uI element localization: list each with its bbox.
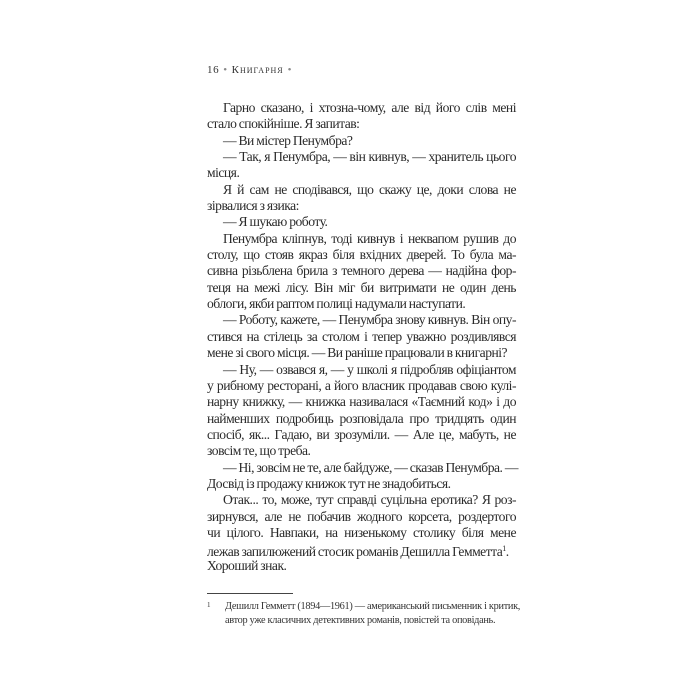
text-line: [207, 443, 516, 459]
text-line: [207, 476, 516, 492]
text-line: [207, 149, 516, 165]
running-head: [207, 64, 296, 76]
line-text: — Ви містер Пенумбра?: [223, 132, 353, 148]
line-text: Досвід із продажу книжок тут не знадобиться.: [207, 475, 451, 491]
text-line: [207, 378, 516, 394]
text-line: [207, 231, 516, 247]
paragraph: [207, 182, 516, 215]
line-text: лежав запилюжений стосик романів Дешилла Гемметта: [207, 544, 503, 560]
paragraph: [207, 214, 516, 230]
paragraph: [207, 492, 516, 574]
line-text: мене зі свого місця. — Ви раніше працювали в книгарні?: [207, 345, 508, 361]
page-number: 16: [207, 64, 220, 76]
text-line: [207, 525, 516, 541]
line-text: — Ні, зовсім не те, але байдуже, — сказав Пенумбра. —: [223, 459, 518, 475]
text-line: [207, 247, 516, 263]
line-text: — Так, я Пенумбра, — він кивнув, — хранитель цього: [223, 149, 516, 165]
text-line: [207, 329, 516, 345]
footnotes: [207, 600, 521, 628]
footnote-reference[interactable]: 1: [502, 544, 506, 554]
line-text: спосіб, як... Гадаю, ви зрозуміли. — Але це, мабуть, не: [207, 426, 516, 442]
text-line: [207, 198, 516, 214]
text-line: [207, 116, 516, 132]
line-text: місця.: [207, 165, 240, 181]
text-line: [207, 345, 516, 361]
line-text: Гарно сказано, і хтозна-чому, але від його слів мені: [223, 100, 516, 115]
footnote-line: автор уже класичних детективних романів, повістей та оповідань.: [225, 615, 496, 626]
paragraph: [207, 100, 516, 133]
text-line: [207, 133, 516, 149]
footnote-line: Дешилл Гемметт (1894—1961) — американський письменник і критик,: [225, 601, 521, 612]
separator-dot: •: [223, 64, 228, 76]
line-text: сивна різьблена брила з темного дерева — надійна фор-: [207, 263, 516, 279]
line-text: зирнувся, але не побачив жодного корсета, роздертого: [207, 508, 516, 524]
paragraph: [207, 231, 516, 313]
line-text: чи цілого. Навпаки, на низенькому столику біля мене: [207, 524, 516, 540]
body-text: [207, 100, 516, 574]
line-text: — Ну, — озвався я, — у школі я підробляв офіціантом: [223, 361, 516, 377]
text-line: [207, 460, 516, 476]
text-line: [207, 394, 516, 410]
line-text: теця на межі лісу. Він міг би витримати не один день: [207, 279, 516, 295]
paragraph: [207, 149, 516, 182]
text-line: [207, 312, 516, 328]
paragraph: [207, 460, 516, 493]
separator-dot: •: [287, 64, 293, 76]
text-line: [207, 411, 516, 427]
text-line: [207, 541, 516, 560]
text-line: [207, 182, 516, 198]
text-line: [207, 509, 516, 525]
line-text: — Роботу, кажете, — Пенумбра знову кивнув. Він опу-: [223, 312, 516, 328]
text-line: [207, 558, 516, 574]
text-line: [207, 492, 516, 508]
line-text: — Я шукаю роботу.: [223, 214, 328, 230]
paragraph: [207, 133, 516, 149]
line-text: облоги, якби раптом полиці надумали наступати.: [207, 296, 466, 312]
line-text: стало спокійніше. Я запитав:: [207, 116, 360, 132]
text-line: [207, 100, 516, 116]
footnote-mark: 1: [207, 601, 211, 609]
line-text: Отак... то, може, тут справді суцільна еротика? Я роз-: [223, 492, 516, 508]
line-text: зовсім те, що треба.: [207, 443, 311, 459]
text-line: [207, 214, 516, 230]
footnote: [207, 600, 521, 628]
line-text: у рибному ресторані, а його власник продавав свою кулі-: [207, 377, 516, 393]
paragraph: [207, 312, 516, 361]
text-line: [207, 362, 516, 378]
line-text: Я й сам не сподівався, що скажу це, доки слова не: [223, 181, 516, 197]
line-text: зірвалися з язика:: [207, 198, 299, 214]
line-text: столу, що стояв якраз біля вхідних дверей. То була ма-: [207, 247, 516, 263]
chapter-title: Книгарня: [231, 64, 284, 76]
line-text: Хороший знак.: [207, 557, 287, 573]
text-line: [207, 263, 516, 279]
text-line: [207, 165, 516, 181]
footnote-rule: [207, 593, 293, 594]
text-line: [207, 280, 516, 296]
punctuation: .: [505, 544, 509, 560]
line-text: найменших подробиць розповідала про тридцять один: [207, 410, 516, 426]
text-line: [207, 296, 516, 312]
line-text: Пенумбра кліпнув, тоді кивнув і неквапом рушив до: [223, 230, 516, 246]
line-text: нарну книжку, — книжка називалася «Таємний код» і до: [207, 394, 516, 410]
line-text: стився на стілець за столом і тепер уважно роздивлявся: [207, 328, 516, 344]
text-line: [207, 427, 516, 443]
paragraph: [207, 362, 516, 460]
